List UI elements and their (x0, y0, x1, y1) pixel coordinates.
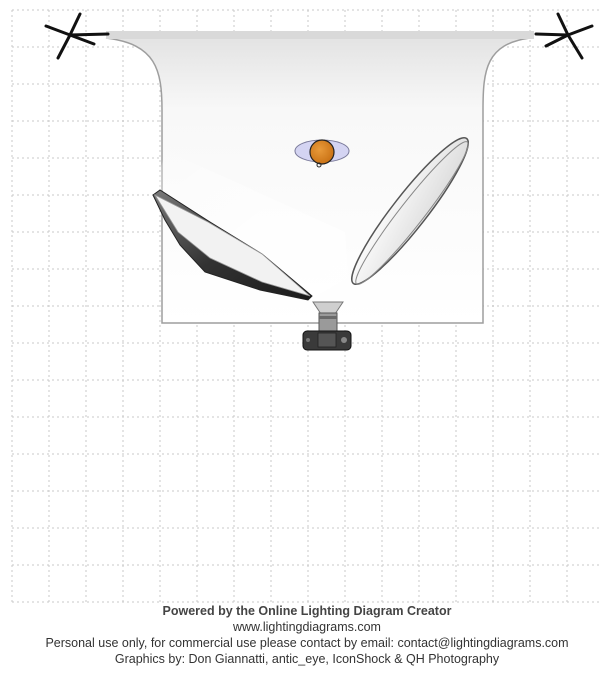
footer-license: Personal use only, for commercial use please contact by email: contact@lightingdiagrams.com (45, 636, 569, 650)
light-stand-left[interactable] (46, 14, 108, 58)
backdrop-roll (106, 31, 534, 39)
footer-website-link[interactable]: www.lightingdiagrams.com (233, 620, 381, 634)
footer-credits: Graphics by: Don Giannatti, antic_eye, IconShock & QH Photography (114, 652, 500, 666)
footer-powered-by: Powered by the Online Lighting Diagram Creator (162, 604, 452, 618)
light-stand-right[interactable] (536, 14, 592, 58)
camera-lens (319, 313, 337, 332)
